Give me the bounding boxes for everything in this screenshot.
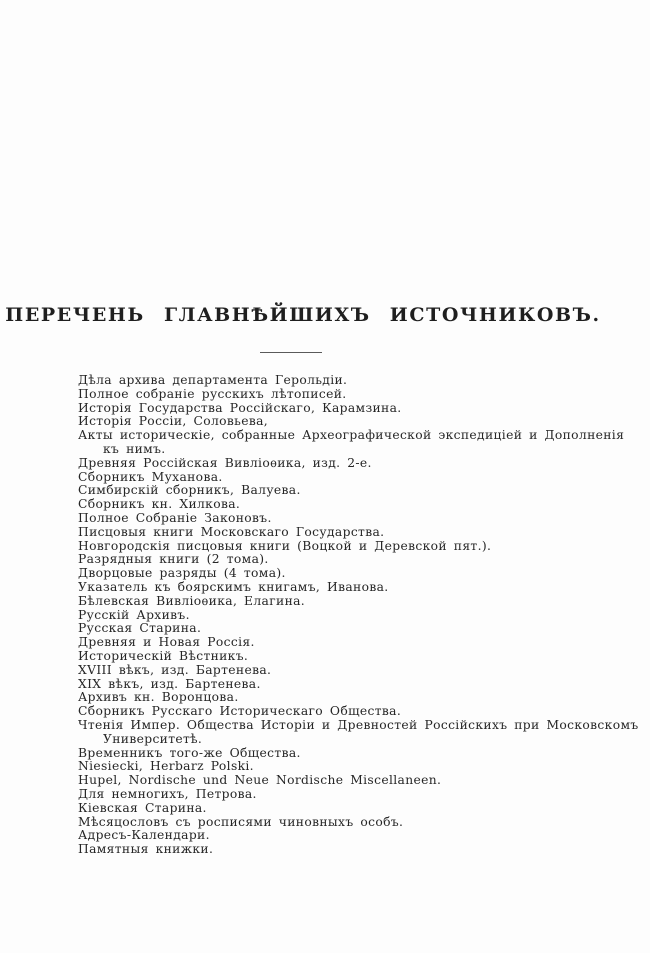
source-entry: Hupel, Nordische und Neue Nordische Miscellaneen. — [78, 773, 442, 788]
source-entry: Чтенія Импер. Общества Исторіи и Древностей Россійскихъ при Московскомъ — [78, 717, 639, 732]
source-entry: Исторія Россіи, Соловьева, — [78, 414, 269, 429]
source-entry: Акты историческіе, собранные Археографической экспедиціей и Дополненія — [78, 428, 625, 443]
source-entry: Разрядныя книги (2 тома). — [78, 552, 269, 567]
source-entry: Историческій Вѣстникъ. — [78, 648, 249, 663]
source-entry: Бѣлевская Вивліоѳика, Елагина. — [78, 593, 306, 608]
source-entry: Полное Собраніе Законовъ. — [78, 510, 272, 525]
page-title: ПЕРЕЧЕНЬ ГЛАВНѢЙШИХЪ ИСТОЧНИКОВЪ. — [5, 304, 601, 326]
source-entry: Древняя Россійская Вивліоѳика, изд. 2-е. — [78, 455, 372, 470]
source-entry-continuation: Университетѣ. — [103, 731, 203, 746]
source-entry: Niesiecki, Herbarz Polski. — [78, 759, 254, 774]
source-entry-continuation: къ нимъ. — [103, 441, 166, 456]
source-entry: Указатель къ боярскимъ книгамъ, Иванова. — [78, 579, 389, 594]
source-entry: Писцовыя книги Московскаго Государства. — [78, 524, 385, 539]
source-entry: Временникъ того-же Общества. — [78, 745, 301, 760]
source-entry: Мѣсяцословъ съ росписями чиновныхъ особъ. — [78, 814, 404, 829]
source-entry: Древняя и Новая Россія. — [78, 635, 255, 650]
source-entry: Новгородскія писцовыя книги (Воцкой и Деревской пят.). — [78, 538, 492, 553]
source-entry: Адресъ-Календари. — [78, 828, 210, 843]
source-entry: Русскій Архивъ. — [78, 607, 190, 622]
source-entry: Сборникъ Русскаго Историческаго Общества. — [78, 704, 402, 719]
source-entry: XVIII вѣкъ, изд. Бартенева. — [78, 662, 272, 677]
source-entry: Полное собраніе русскихъ лѣтописей. — [78, 386, 347, 401]
source-entry: Русская Старина. — [78, 621, 202, 636]
source-entry: Сборникъ Муханова. — [78, 469, 223, 484]
source-entry: Архивъ кн. Воронцова. — [78, 690, 239, 705]
source-entry: Памятныя книжки. — [78, 842, 214, 857]
source-list — [78, 374, 638, 857]
source-entry: Исторія Государства Россійскаго, Карамзина. — [78, 400, 402, 415]
title-divider — [260, 352, 322, 353]
source-entry: Кіевская Старина. — [78, 800, 207, 815]
source-entry: Дворцовые разряды (4 тома). — [78, 566, 286, 581]
source-entry: Сборникъ кн. Хилкова. — [78, 497, 241, 512]
source-entry: XIX вѣкъ, изд. Бартенева. — [78, 676, 261, 691]
source-entry: Симбирскій сборникъ, Валуева. — [78, 483, 301, 498]
source-entry: Для немногихъ, Петрова. — [78, 786, 257, 801]
source-entry: Дѣла архива департамента Герольдіи. — [78, 373, 348, 387]
